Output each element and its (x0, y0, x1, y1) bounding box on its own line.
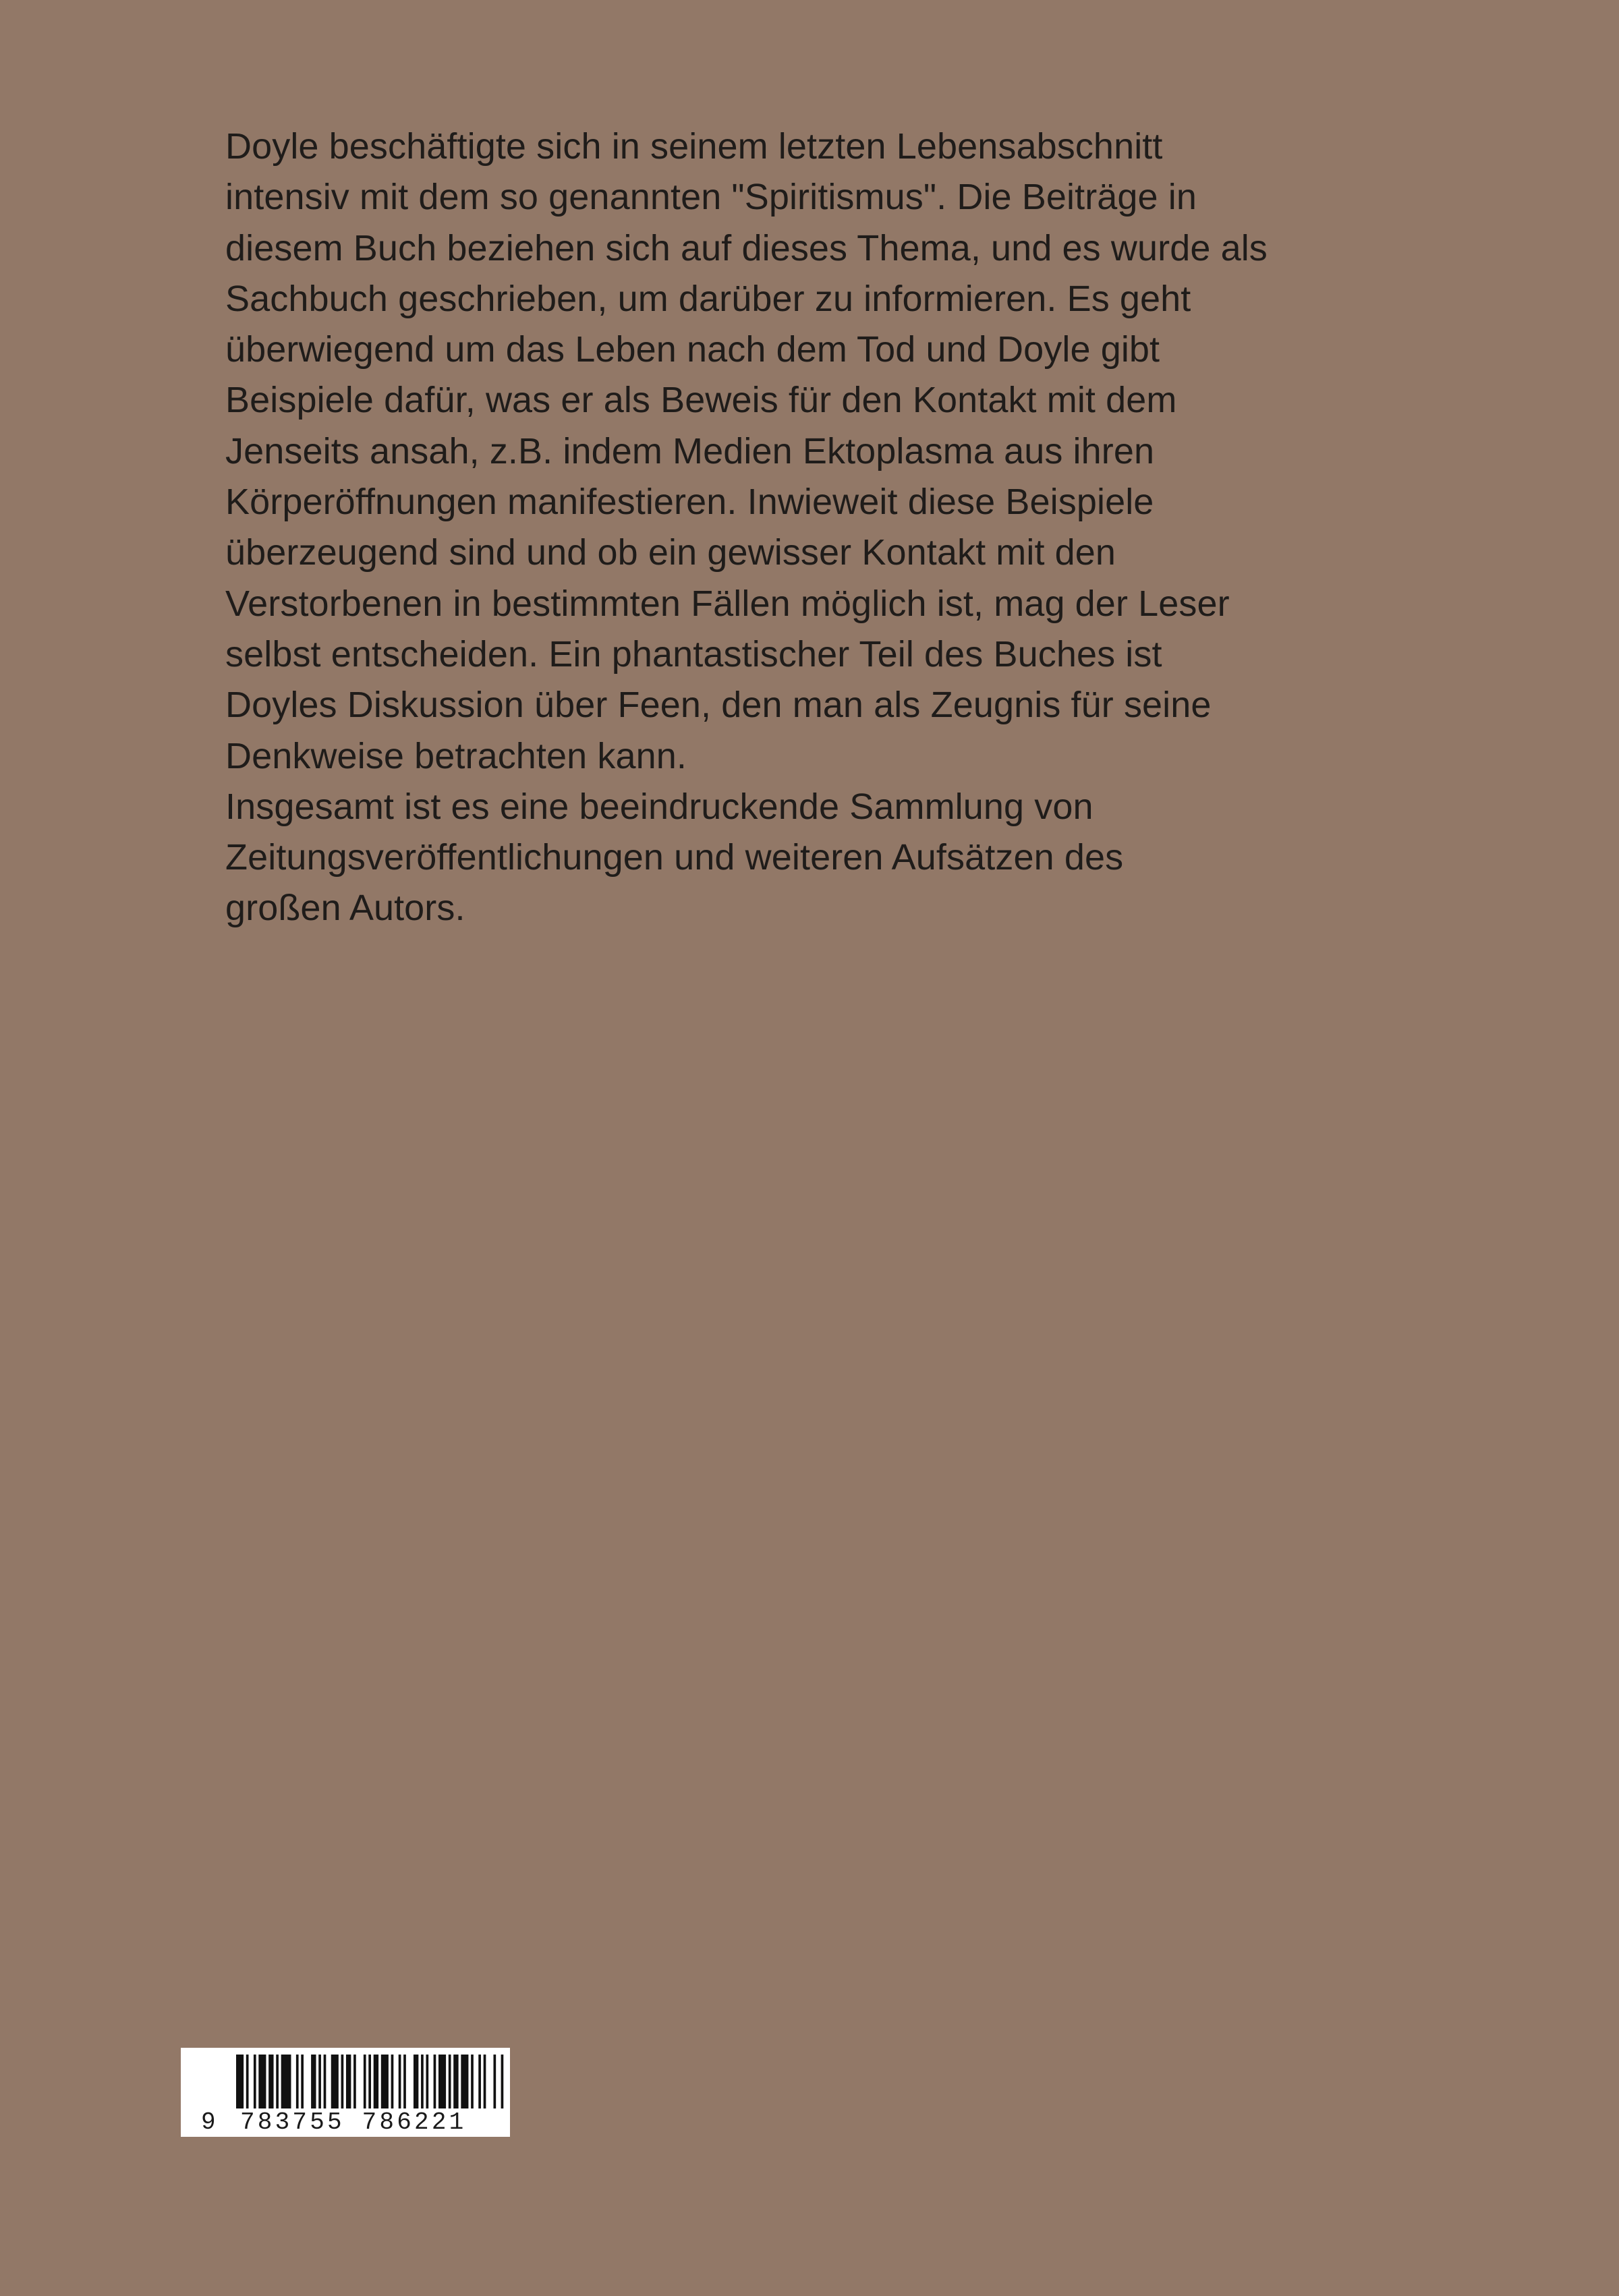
barcode-bar (258, 2055, 266, 2108)
blurb-line: Beispiele dafür, was er als Beweis für den Kontakt mit dem (225, 380, 1177, 421)
blurb-line: Insgesamt ist es eine beeindruckende Sammlung von (225, 786, 1093, 827)
isbn-barcode (181, 2048, 510, 2137)
blurb-line: überzeugend sind und ob ein gewisser Kontakt mit den (225, 532, 1116, 573)
barcode-bar (301, 2055, 304, 2108)
blurb-line: Verstorbenen in bestimmten Fällen möglich ist, mag der Leser (225, 583, 1230, 624)
blurb-line: intensiv mit dem so genannten "Spiritismus". Die Beiträge in (225, 177, 1197, 218)
blurb-line: Körperöffnungen manifestieren. Inwieweit diese Beispiele (225, 482, 1154, 523)
barcode-bar (421, 2055, 424, 2108)
barcode-bar (426, 2055, 428, 2108)
blurb-line: Doyle beschäftigte sich in seinem letzten Lebensabschnitt (225, 126, 1163, 167)
blurb-text (225, 121, 1440, 934)
blurb-line: diesem Buch beziehen sich auf dieses Thema, und es wurde als (225, 227, 1268, 268)
barcode-bar (434, 2055, 436, 2108)
barcode-bar (501, 2055, 504, 2108)
barcode-bar (374, 2055, 378, 2108)
blurb-line: Jenseits ansah, z.B. indem Medien Ektoplasma aus ihren (225, 430, 1155, 471)
barcode-bar (311, 2055, 316, 2108)
barcode-bar (381, 2055, 389, 2108)
barcode-bar (368, 2055, 371, 2108)
blurb-line: selbst entscheiden. Ein phantastischer Teil des Buches ist (225, 633, 1162, 675)
barcode-bar (461, 2055, 468, 2108)
barcode-first-digit: 9 (201, 2108, 216, 2136)
barcode-bar (276, 2055, 279, 2108)
barcode-bar (246, 2055, 249, 2108)
barcode-number: 783755 786221 (240, 2108, 467, 2136)
barcode-bar (364, 2055, 366, 2108)
barcode-digits (181, 2108, 510, 2135)
barcode-bars (236, 2055, 506, 2108)
barcode-bar (484, 2055, 486, 2108)
barcode-bar (493, 2055, 496, 2108)
barcode-bar (403, 2055, 406, 2108)
blurb-line: großen Autors. (225, 888, 465, 929)
barcode-bar (268, 2055, 273, 2108)
barcode-bar (254, 2055, 256, 2108)
barcode-bar (281, 2055, 291, 2108)
barcode-bar (438, 2055, 446, 2108)
barcode-bar (399, 2055, 401, 2108)
barcode-bar (353, 2055, 356, 2108)
barcode-bar (341, 2055, 344, 2108)
blurb-line: Denkweise betrachten kann. (225, 735, 687, 776)
barcode-bar (331, 2055, 339, 2108)
barcode-bar (449, 2055, 451, 2108)
barcode-bar (318, 2055, 321, 2108)
barcode-bar (453, 2055, 458, 2108)
barcode-bar (324, 2055, 326, 2108)
barcode-bar (346, 2055, 351, 2108)
barcode-bar (391, 2055, 394, 2108)
barcode-bar (414, 2055, 418, 2108)
barcode-bar (471, 2055, 474, 2108)
blurb-line: Doyles Diskussion über Feen, den man als Zeugnis für seine (225, 685, 1212, 726)
blurb-line: überwiegend um das Leben nach dem Tod und Doyle gibt (225, 329, 1160, 370)
barcode-bar (236, 2055, 244, 2108)
blurb-line: Zeitungsveröffentlichungen und weiteren Aufsätzen des (225, 837, 1124, 878)
barcode-bar (296, 2055, 299, 2108)
blurb-line: Sachbuch geschrieben, um darüber zu informieren. Es geht (225, 278, 1191, 319)
barcode-bar (478, 2055, 481, 2108)
